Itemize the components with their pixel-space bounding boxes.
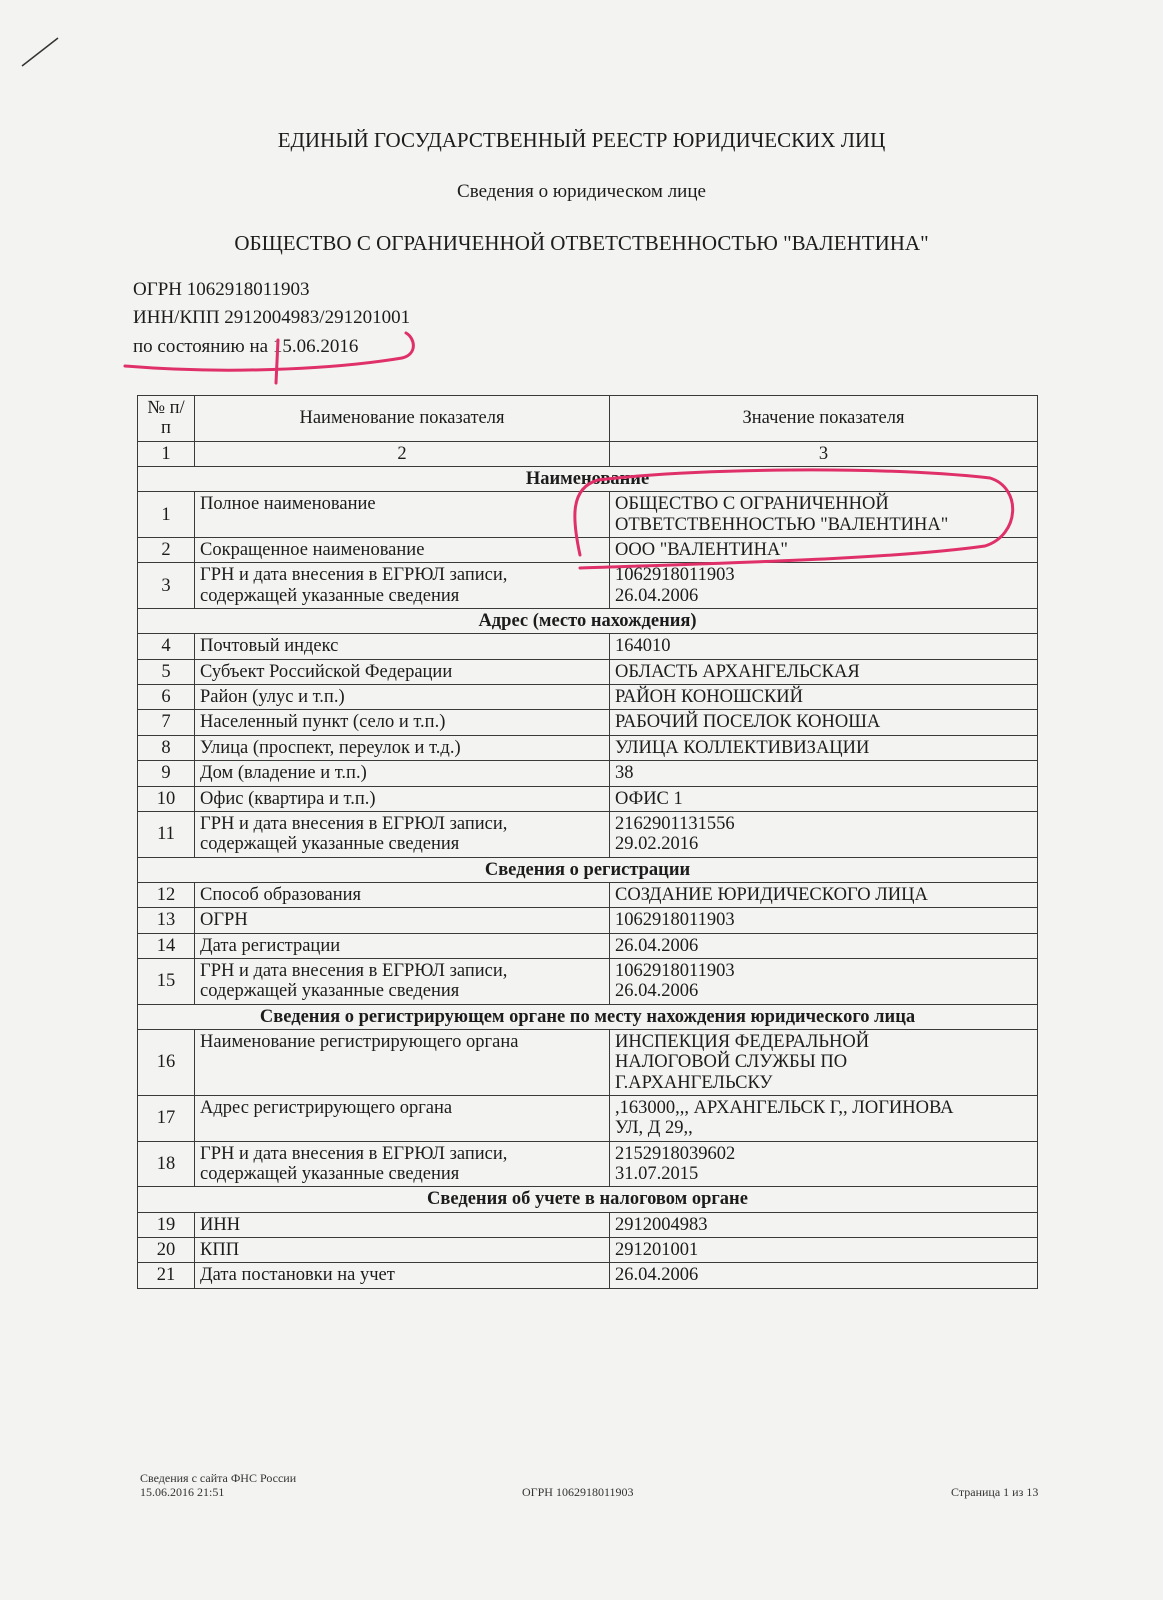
corner-pen-stroke (22, 38, 58, 66)
row-number: 18 (138, 1141, 195, 1187)
row-number: 1 (138, 492, 195, 538)
table-row (138, 882, 1038, 907)
indicator-name: Адрес регистрирующего органа (195, 1095, 610, 1141)
table-row (138, 933, 1038, 958)
row-number: 17 (138, 1095, 195, 1141)
table-row (138, 1263, 1038, 1288)
row-number: 21 (138, 1263, 195, 1288)
indicator-name: ГРН и дата внесения в ЕГРЮЛ записи, содержащей указанные сведения (195, 1141, 610, 1187)
row-number: 6 (138, 685, 195, 710)
indicator-value (610, 1263, 1038, 1288)
indicator-value (610, 786, 1038, 811)
table-row (138, 1238, 1038, 1263)
column-number: 3 (610, 441, 1038, 466)
indicator-name: Полное наименование (195, 492, 610, 538)
indicator-value (610, 634, 1038, 659)
table-row (138, 1029, 1038, 1095)
table-row (138, 492, 1038, 538)
indicator-value (610, 1238, 1038, 1263)
value-line: 1062918011903 (615, 565, 735, 586)
row-number: 14 (138, 933, 195, 958)
indicator-value (610, 1141, 1038, 1187)
indicator-name: Населенный пункт (село и т.п.) (195, 710, 610, 735)
table-row (138, 1141, 1038, 1187)
value-line: 2152918039602 (615, 1143, 736, 1164)
value-line: 291201001 (615, 1240, 699, 1261)
indicator-value (610, 1029, 1038, 1095)
registry-table (137, 395, 1038, 1289)
indicator-name: КПП (195, 1238, 610, 1263)
section-title: Адрес (место нахождения) (138, 609, 1038, 634)
indicator-name: Субъект Российской Федерации (195, 659, 610, 684)
indicator-name: Способ образования (195, 882, 610, 907)
section-header-row (138, 467, 1038, 492)
value-line: УЛ, Д 29,, (615, 1118, 693, 1139)
indicator-value (610, 538, 1038, 563)
value-line: 38 (615, 763, 634, 784)
value-line: ОБЩЕСТВО С ОГРАНИЧЕННОЙ (615, 494, 889, 515)
row-number: 8 (138, 735, 195, 760)
table-row (138, 811, 1038, 857)
column-header: № п/п (138, 396, 195, 442)
table-row (138, 634, 1038, 659)
value-line: 26.04.2006 (615, 585, 699, 606)
indicator-name: Наименование регистрирующего органа (195, 1029, 610, 1095)
ogrn-line: ОГРН 1062918011903 (133, 279, 310, 300)
indicator-name: Улица (проспект, переулок и т.д.) (195, 735, 610, 760)
value-line: 26.04.2006 (615, 1265, 699, 1286)
indicator-value (610, 761, 1038, 786)
section-header-row (138, 1004, 1038, 1029)
row-number: 10 (138, 786, 195, 811)
value-line: НАЛОГОВОЙ СЛУЖБЫ ПО (615, 1052, 848, 1073)
table-row (138, 659, 1038, 684)
row-number: 20 (138, 1238, 195, 1263)
document-subtitle: Сведения о юридическом лице (457, 181, 706, 202)
value-line: РАБОЧИЙ ПОСЕЛОК КОНОША (615, 712, 881, 733)
indicator-value (610, 563, 1038, 609)
value-line: ИНСПЕКЦИЯ ФЕДЕРАЛЬНОЙ (615, 1031, 870, 1052)
column-header: Значение показателя (610, 396, 1038, 442)
table-row (138, 908, 1038, 933)
indicator-name: ОГРН (195, 908, 610, 933)
row-number: 13 (138, 908, 195, 933)
value-line: УЛИЦА КОЛЛЕКТИВИЗАЦИИ (615, 737, 870, 758)
row-number: 5 (138, 659, 195, 684)
indicator-name: ГРН и дата внесения в ЕГРЮЛ записи, содержащей указанные сведения (195, 958, 610, 1004)
section-title: Наименование (138, 467, 1038, 492)
section-title: Сведения о регистрирующем органе по месту нахождения юридического лица (138, 1004, 1038, 1029)
column-number: 1 (138, 441, 195, 466)
as-of-date-line: по состоянию на 15.06.2016 (133, 336, 359, 357)
indicator-name: Почтовый индекс (195, 634, 610, 659)
table-row (138, 958, 1038, 1004)
indicator-value (610, 1212, 1038, 1237)
table-header-row (138, 396, 1038, 442)
indicator-name: ГРН и дата внесения в ЕГРЮЛ записи, содержащей указанные сведения (195, 811, 610, 857)
indicator-name: Дата регистрации (195, 933, 610, 958)
column-number-row (138, 441, 1038, 466)
value-line: Г.АРХАНГЕЛЬСКУ (615, 1072, 773, 1093)
table-row (138, 1095, 1038, 1141)
table-row (138, 685, 1038, 710)
indicator-value (610, 710, 1038, 735)
indicator-value (610, 735, 1038, 760)
value-line: ОБЛАСТЬ АРХАНГЕЛЬСКАЯ (615, 661, 860, 682)
table-row (138, 538, 1038, 563)
value-line: ОТВЕТСТВЕННОСТЬЮ "ВАЛЕНТИНА" (615, 514, 949, 535)
section-title: Сведения об учете в налоговом органе (138, 1187, 1038, 1212)
table-row (138, 735, 1038, 760)
row-number: 15 (138, 958, 195, 1004)
indicator-value (610, 1095, 1038, 1141)
indicator-value (610, 958, 1038, 1004)
footer-timestamp: 15.06.2016 21:51 (140, 1485, 225, 1499)
indicator-name: ГРН и дата внесения в ЕГРЮЛ записи, содержащей указанные сведения (195, 563, 610, 609)
indicator-name: Дом (владение и т.п.) (195, 761, 610, 786)
indicator-name: ИНН (195, 1212, 610, 1237)
value-line: 164010 (615, 636, 671, 657)
value-line: РАЙОН КОНОШСКИЙ (615, 687, 804, 708)
value-line: ,163000,,, АРХАНГЕЛЬСК Г,, ЛОГИНОВА (615, 1097, 954, 1118)
table-row (138, 563, 1038, 609)
value-line: 2162901131556 (615, 813, 735, 834)
indicator-value (610, 811, 1038, 857)
value-line: СОЗДАНИЕ ЮРИДИЧЕСКОГО ЛИЦА (615, 884, 928, 905)
value-line: 1062918011903 (615, 910, 735, 931)
row-number: 19 (138, 1212, 195, 1237)
indicator-name: Офис (квартира и т.п.) (195, 786, 610, 811)
registry-title: ЕДИНЫЙ ГОСУДАРСТВЕННЫЙ РЕЕСТР ЮРИДИЧЕСКИХ ЛИЦ (277, 128, 886, 152)
table-row (138, 761, 1038, 786)
row-number: 11 (138, 811, 195, 857)
indicator-name: Сокращенное наименование (195, 538, 610, 563)
value-line: ООО "ВАЛЕНТИНА" (615, 540, 788, 561)
table-row (138, 786, 1038, 811)
value-line: 26.04.2006 (615, 981, 699, 1002)
row-number: 7 (138, 710, 195, 735)
inn-kpp-line: ИНН/КПП 2912004983/291201001 (133, 307, 411, 328)
column-header: Наименование показателя (195, 396, 610, 442)
footer-ogrn: ОГРН 1062918011903 (522, 1485, 634, 1499)
indicator-value (610, 933, 1038, 958)
indicator-name: Дата постановки на учет (195, 1263, 610, 1288)
indicator-value (610, 882, 1038, 907)
value-line: 31.07.2015 (615, 1164, 699, 1184)
footer-page-number: Страница 1 из 13 (951, 1485, 1039, 1499)
column-number: 2 (195, 441, 610, 466)
row-number: 2 (138, 538, 195, 563)
footer-source: Сведения с сайта ФНС России (140, 1471, 297, 1485)
row-number: 9 (138, 761, 195, 786)
value-line: 2912004983 (615, 1214, 708, 1235)
indicator-name: Район (улус и т.п.) (195, 685, 610, 710)
table-row (138, 710, 1038, 735)
row-number: 16 (138, 1029, 195, 1095)
indicator-value (610, 492, 1038, 538)
organization-name: ОБЩЕСТВО С ОГРАНИЧЕННОЙ ОТВЕТСТВЕННОСТЬЮ "ВАЛЕНТИНА" (234, 231, 929, 255)
value-line: 29.02.2016 (615, 834, 699, 855)
value-line: 26.04.2006 (615, 935, 699, 956)
section-header-row (138, 1187, 1038, 1212)
indicator-value (610, 685, 1038, 710)
row-number: 4 (138, 634, 195, 659)
value-line: ОФИС 1 (615, 788, 683, 809)
value-line: 1062918011903 (615, 960, 735, 981)
indicator-value (610, 659, 1038, 684)
row-number: 12 (138, 882, 195, 907)
section-title: Сведения о регистрации (138, 857, 1038, 882)
indicator-value (610, 908, 1038, 933)
section-header-row (138, 609, 1038, 634)
section-header-row (138, 857, 1038, 882)
table-row (138, 1212, 1038, 1237)
row-number: 3 (138, 563, 195, 609)
